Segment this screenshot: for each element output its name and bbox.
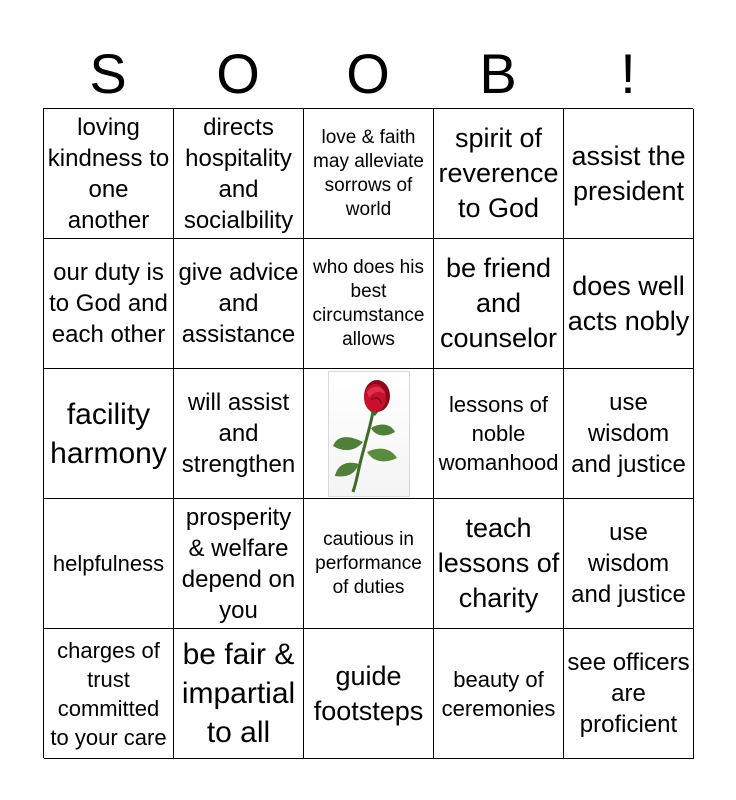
bingo-cell[interactable] [304,629,434,759]
cell-text: love & faith may alleviate sorrows of world [313,126,424,220]
cell-text: assist the president [571,140,686,206]
cell-text: prosperity & welfare depend on you [181,503,296,624]
header-letter-s: S [89,42,127,105]
cell-text: who does his best circumstance allows [312,256,425,350]
header-letter-o2: O [346,42,390,105]
cell-text: guide footsteps [313,660,424,726]
bingo-cell[interactable] [44,499,174,629]
bingo-cell[interactable] [564,239,694,369]
cell-text: cautious in performance of duties [315,528,422,598]
cell-text: give advice and assistance [178,259,299,348]
rose-leaf-right [367,448,397,461]
cell-text: be fair & impartial to all [181,638,296,749]
cell-text: will assist and strengthen [181,389,296,478]
bingo-cell[interactable] [564,109,694,239]
bingo-cell[interactable] [44,239,174,369]
bingo-cell[interactable] [564,499,694,629]
cell-text: use wisdom and justice [571,389,686,478]
free-space-cell[interactable] [304,369,434,499]
bingo-cell[interactable] [174,239,304,369]
cell-text: teach lessons of charity [437,513,560,613]
header-letter-o1: O [216,42,260,105]
rose-leaf-left [333,437,363,450]
bingo-cell[interactable] [434,239,564,369]
bingo-cell[interactable] [564,369,694,499]
cell-text: spirit of reverence to God [438,123,559,223]
cell-text: use wisdom and justice [571,519,686,608]
header-letter-b: B [479,42,517,105]
bingo-cell[interactable] [434,369,564,499]
rose-leaf-left-lower [335,462,359,476]
cell-text: facility harmony [50,397,167,470]
bingo-cell[interactable] [44,629,174,759]
bingo-cell[interactable] [434,629,564,759]
cell-text: lessons of noble womanhood [438,392,559,475]
red-rose-icon [329,372,409,496]
rose-image-frame [328,371,410,497]
bingo-cell[interactable] [304,499,434,629]
bingo-cell[interactable] [44,369,174,499]
cell-text: helpfulness [52,551,165,576]
cell-text: does well acts nobly [567,270,690,336]
rose-leaf-right-upper [371,424,395,435]
cell-text: directs hospitality and socialbility [183,113,294,234]
bingo-cell[interactable] [564,629,694,759]
bingo-cell[interactable] [304,239,434,369]
bingo-cell[interactable] [174,369,304,499]
bingo-cell[interactable] [174,109,304,239]
bingo-cell[interactable] [44,109,174,239]
bingo-cell[interactable] [304,109,434,239]
bingo-cell[interactable] [174,629,304,759]
cell-text: charges of trust committed to your care [50,637,167,750]
cell-text: loving kindness to one another [47,113,170,234]
bingo-header [43,40,693,108]
bingo-cell[interactable] [174,499,304,629]
bingo-board [43,108,693,758]
cell-text: our duty is to God and each other [49,259,168,348]
bingo-cell[interactable] [434,109,564,239]
cell-text: beauty of ceremonies [441,666,556,721]
cell-text: be friend and counselor [439,253,558,353]
cell-text: see officers are proficient [567,649,690,738]
header-letter-exclamation: ! [620,42,636,105]
bingo-cell[interactable] [434,499,564,629]
